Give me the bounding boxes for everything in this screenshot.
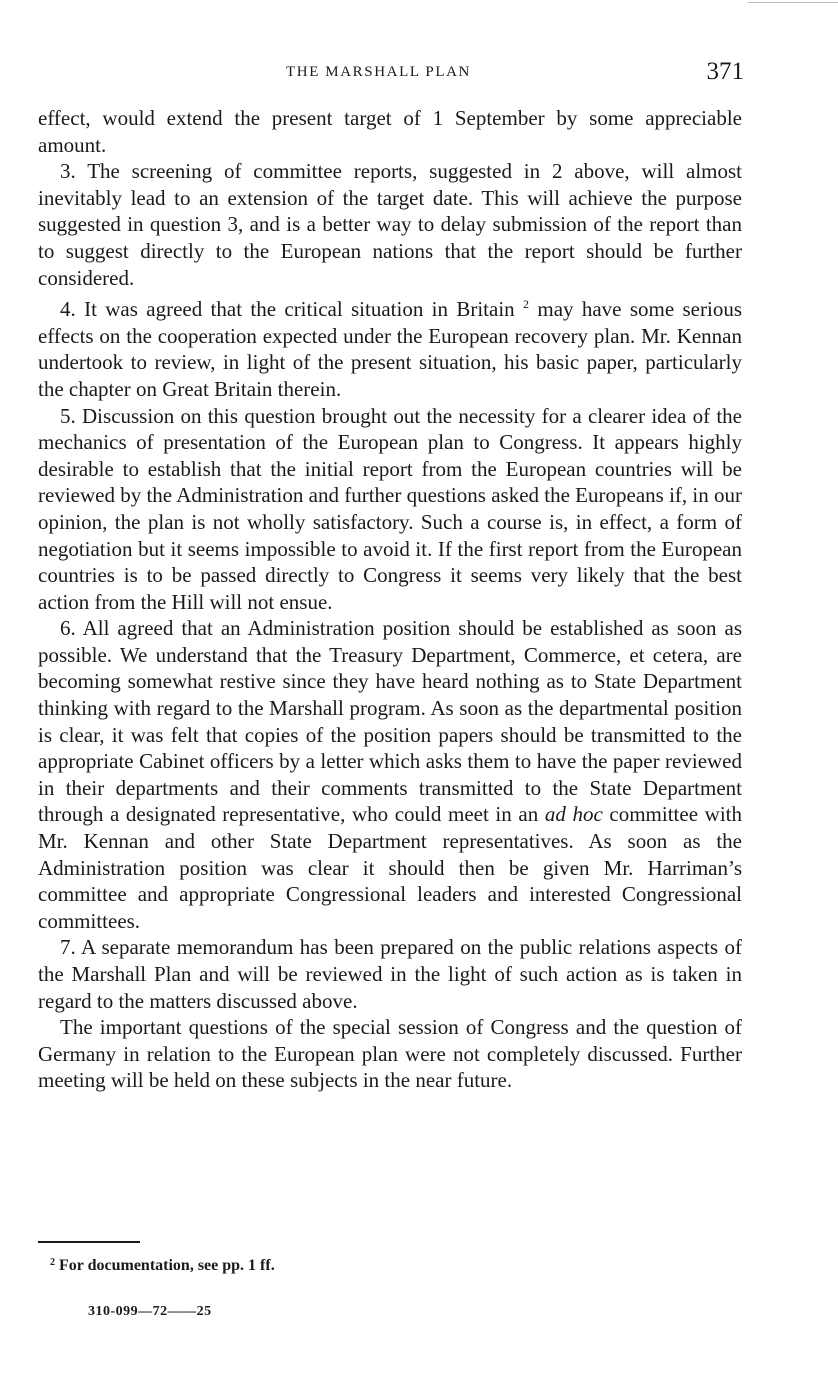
paragraph-text: may have some serious effects on the cooperation expected under the European recovery plan. Mr. Kennan undertook to review, in light of the present situation, his basic paper, particularly the chapter on Great Britain therein. (38, 297, 742, 401)
italic-phrase: ad hoc (544, 802, 603, 827)
paragraph-text: effect, would extend the present target of 1 September by some appreciable amount. (38, 106, 742, 157)
paragraph-text: 5. Discussion on this question brought out the necessity for a clearer idea of the mechanics of presentation of the European plan to Congress. It appears highly desirable to establish that the initial report from the European countries will be reviewed by the Administration and further questions asked the Europeans if, in our opinion, the plan is not wholly satisfactory. Such a course is, in effect, a form of negotiation but it seems impossible to avoid it. If the first report from the European countries is to be passed directly to Congress it seems very likely that the best action from the Hill will not ensue. (38, 403, 742, 614)
paragraph-text: 6. All agreed that an Administration position should be established as soon as possible. We understand that the Treasury Department, Commerce, et cetera, are becoming somewhat restive since they have heard nothing as to State Department thinking with regard to the Marshall program. As soon as the departmental position is clear, it was felt that copies of the position papers should be transmitted to the appropriate Cabinet officers by a letter which asks them to have the paper reviewed in their departments and their comments transmitted to the State Department through a designated representative, who could meet in an (38, 616, 742, 827)
paragraph (38, 291, 742, 402)
footnote-marker: 2 (50, 1257, 55, 1268)
footnote-reference: 2 (523, 297, 530, 312)
paragraph-text: The important questions of the special session of Congress and the question of Germany in relation to the European plan were not completely discussed. Further meeting will be held on these subjects in the near future. (38, 1015, 742, 1093)
scan-edge-line (748, 2, 838, 3)
paragraph (38, 105, 742, 158)
page-number: 371 (706, 58, 744, 85)
footnote-text: For documentation, see pp. 1 ff. (59, 1257, 275, 1274)
running-head: THE MARSHALL PLAN (286, 64, 471, 80)
footnote (50, 1257, 275, 1275)
paragraph (38, 934, 742, 1014)
paragraph-text: 3. The screening of committee reports, suggested in 2 above, will almost inevitably lead to an extension of the target date. This will achieve the purpose suggested in question 3, and is a better way to delay submission of the report than to suggest directly to the European nations that the report should be further considered. (38, 159, 742, 290)
footnote-rule (38, 1241, 140, 1243)
body-text (38, 105, 742, 1094)
paragraph (38, 403, 742, 616)
paragraph (38, 615, 742, 934)
paragraph (38, 1014, 742, 1094)
print-code: 310-099—72——25 (88, 1304, 212, 1319)
paragraph-text: 4. It was agreed that the critical situation in Britain (60, 297, 524, 322)
paragraph-text: committee with Mr. Kennan and other State Department representatives. As soon as the Administration position was clear it should then be given Mr. Harriman’s committee and appropriate Congressional leaders and interested Congressional committees. (38, 802, 742, 933)
paragraph-text: 7. A separate memorandum has been prepared on the public relations aspects of the Marshall Plan and will be reviewed in the light of such action as is taken in regard to the matters discussed above. (38, 935, 742, 1013)
paragraph (38, 158, 742, 291)
